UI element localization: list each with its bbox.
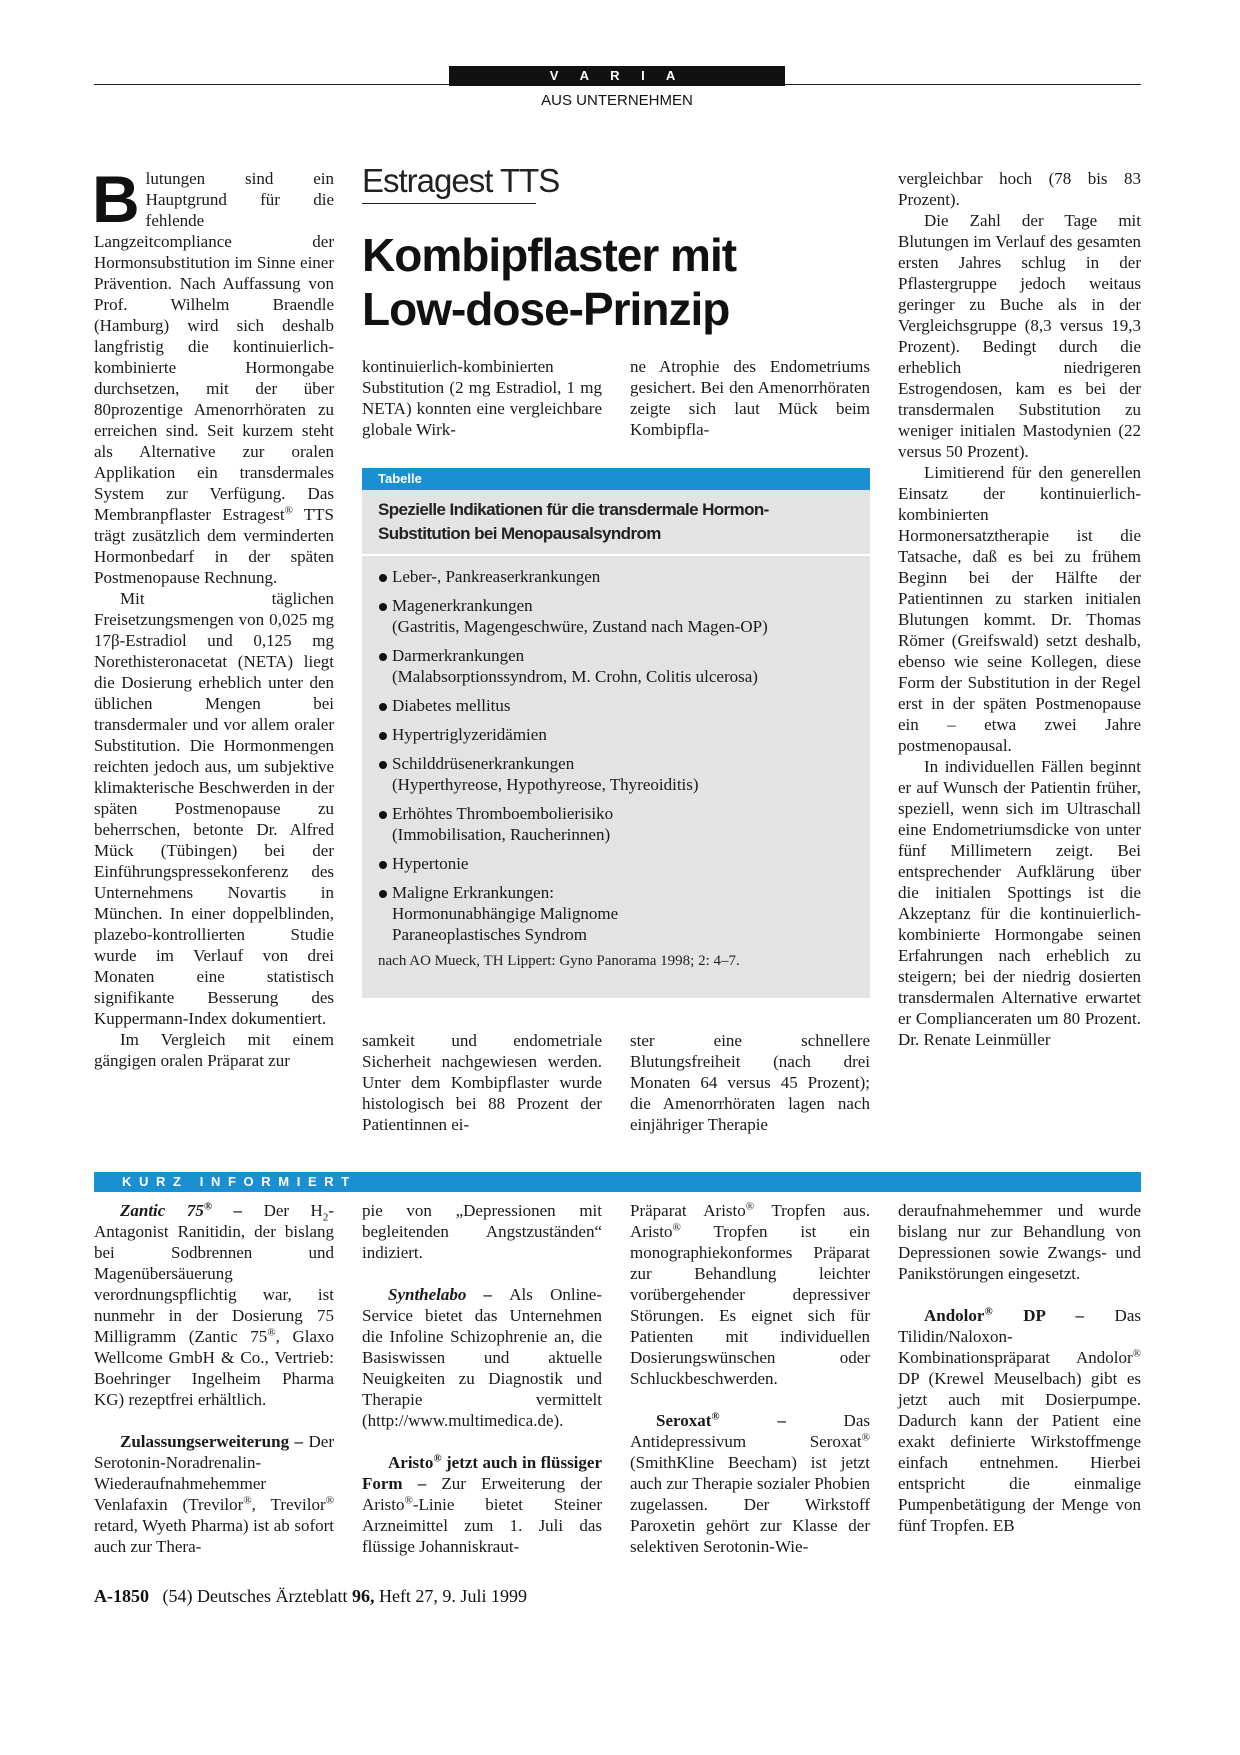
list-item: Erhöhtes Thromboembolierisiko (Immobilisation, Raucherinnen) (378, 803, 856, 845)
page-index: (54) (162, 1586, 193, 1606)
list-item: Leber-, Pankreaserkrankungen (378, 566, 856, 587)
kurz-informiert-label: K U R Z I N F O R M I E R T (122, 1174, 352, 1189)
author: Dr. Renate Leinmüller (898, 1030, 1051, 1049)
journal-issue: Heft 27, 9. Juli 1999 (378, 1586, 527, 1606)
list-item: Diabetes mellitus (378, 695, 856, 716)
drop-cap: B (92, 162, 140, 236)
article-column-2-bottom: samkeit und endometriale Sicherheit nachgewiesen werden. Unter dem Kombipflaster wurde histologisch bei 88 Prozent der Patientinnen ei- (362, 1031, 602, 1134)
section-label: V A R I A (549, 68, 685, 83)
news-seroxat-cont: deraufnahmehemmer und wurde bislang nur zur Behandlung von Depressionen sowie Zwangs- und Panikstörungen eingesetzt. (898, 1201, 1141, 1283)
article-p4-2: Die Zahl der Tage mit Blutungen im Verlauf des gesamten ersten Jahres schlug in der Pflastergruppe jedoch weitaus geringer zu Buche als in der Vergleichsgruppe (8,3 versus 19,3 Prozent). Bedingt durch die erheblich niedrigeren Estrogendosen, kam es bei der transdermalen Substitution zu weniger initialen Mastodynien (22 versus 50 Prozent). (898, 211, 1141, 461)
article-headline: Kombipflaster mit Low-dose-Prinzip (362, 229, 737, 335)
table-label-bar (362, 468, 870, 490)
news-aristo-cont: Präparat Aristo® Tropfen aus. Aristo® Tropfen ist ein monographiekonformes Präparat zur Behandlung leichter vorübergehender depressiver Störungen. Es eignet sich für Patienten mit individuellen Dosierungswünschen oder Schluckbeschwerden. (630, 1200, 870, 1388)
article-p4-4: In individuellen Fällen beginnt er auf Wunsch der Patientin früher, speziell, wenn sich im Ultraschall eine Endometriumsdicke von unter fünf Millimetern zeigt. Bei entsprechender Aufklärung über die initialen Spottings ist die Akzeptanz für die kontinuierlich-kombinierte Hormongabe seinen Erfahrungen nach erheblich zu steigern; bei der niedrig dosierten transdermalen Alternative erwartet er Complianceraten um 80 Prozent. (898, 757, 1141, 1028)
kurz-informiert-bar (94, 1172, 1141, 1192)
news-zulassung: Zulassungserweiterung – Der Serotonin-Noradrenalin-Wiederaufnahmehemmer Venlafaxin (Trevilor®, Trevilor® retard, Wyeth Pharma) ist ab sofort auch zur Thera- (94, 1432, 334, 1556)
list-item: Hypertriglyzeridämien (378, 724, 856, 745)
article-column-3-top: ne Atrophie des Endometriums gesichert. Bei den Amenorrhöraten zeigte sich laut Mück beim Kombipfla- (630, 357, 870, 439)
section-bar (449, 66, 785, 86)
journal-name: Deutsches Ärzteblatt (197, 1586, 348, 1606)
kurz-column-2 (362, 1200, 602, 1557)
article-p2: Mit täglichen Freisetzungsmengen von 0,025 mg 17β-Estradiol und 0,125 mg Norethisteronacetat (NETA) liegt die Dosierung erheblich unter den üblichen Mengen bei transdermaler und vor allem oraler Substitution. Die Hormonmengen reichten jedoch aus, um subjektive klimakterische Beschwerden in der späten Postmenopause zu beherrschen, betonte Dr. Alfred Mück (Tübingen) bei der Einführungspressekonferenz des Unternehmens Novartis in München. In einer doppelblinden, plazebo-kontrollierten Studie wurde im Verlauf von drei Monaten eine statistisch signifikante Besserung des Kuppermann-Index dokumentiert. (94, 589, 334, 1028)
page-footer (94, 1586, 527, 1607)
list-item: Maligne Erkrankungen: Hormonunabhängige Malignome Paraneoplastisches Syndrom (378, 882, 856, 945)
article-column-3-bottom: ster eine schnellere Blutungsfreiheit (nach drei Monaten 64 versus 45 Prozent); die Amenorrhöraten lagen nach einjähriger Therapie (630, 1031, 870, 1134)
table-label: Tabelle (378, 471, 422, 486)
journal-volume: 96, (351, 1586, 375, 1606)
news-author: EB (992, 1516, 1015, 1535)
list-item: Magenerkrankungen (Gastritis, Magengeschwüre, Zustand nach Magen-OP) (378, 595, 856, 637)
article-column-2-top: kontinuierlich-kombinierten Substitution (2 mg Estradiol, 1 mg NETA) konnten eine vergleichbare globale Wirk- (362, 357, 602, 439)
page-number: A-1850 (94, 1586, 149, 1606)
article-p1: lutungen sind ein Hauptgrund für die fehlende Langzeitcompliance der Hormonsubstitution im Sinne einer Prävention. Nach Auffassung von Prof. Wilhelm Braendle (Hamburg) wird sich deshalb langfristig die kontinuierlich-kombinierte Hormongabe durchsetzen, mit der über 80prozentige Amenorrhöraten zu erreichen sind. Seit kurzem steht als Alternative zur oralen Applikation ein transdermales System zur Verfügung. Das Membranpflaster Estragest (94, 169, 334, 524)
news-aristo: Aristo® jetzt auch in flüssiger Form – Zur Erweiterung der Aristo®-Linie bietet Steiner Arzneimittel zum 1. Juli das flüssige Johanniskraut- (362, 1452, 602, 1556)
article-column-1: Blutungen sind ein Hauptgrund für die fehlende Langzeitcompliance der Hormonsubstitution im Sinne einer Prävention. Nach Auffassung von Prof. Wilhelm Braendle (Hamburg) wird sich deshalb langfristig die kontinuierlich-kombinierte Hormongabe durchsetzen, mit der über 80prozentige Amenorrhöraten zu erreichen sind. Seit kurzem steht als Alternative zur oralen Applikation ein transdermales System zur Verfügung. Das Membranpflaster Estragest® TTS trägt zusätzlich dem verminderten Hormonbedarf in der späten Postmenopause Rechnung. Mit täglichen Freisetzungsmengen von 0,025 mg 17β-Estradiol und 0,125 mg Norethisteronacetat (NETA) liegt die Dosierung erheblich unter den üblichen Mengen bei transdermaler und vor allem oraler Substitution. Die Hormonmengen reichten jedoch aus, um subjektive klimakterische Beschwerden in der späten Postmenopause zu beherrschen, betonte Dr. Alfred Mück (Tübingen) bei der Einführungspressekonferenz des Unternehmens Novartis in München. In einer doppelblinden, plazebo-kontrollierten Studie wurde im Verlauf von drei Monaten eine statistisch signifikante Besserung des Kuppermann-Index dokumentiert. Im Vergleich mit einem gängigen oralen Präparat zur (92, 162, 334, 1070)
subsection-label: AUS UNTERNEHMEN (541, 92, 693, 109)
kurz-column-1 (94, 1200, 334, 1557)
article-p4-3: Limitierend für den generellen Einsatz der kontinuierlich-kombinierten Hormonersatztherapie ist die Tatsache, daß es bei zu frühem Beginn bei der Hälfte der Patientinnen zu starken initialen Blutungen kommt. Dr. Thomas Römer (Greifswald) setzt deshalb, ebenso wie seine Kollegen, diese Form der Substitution in der Regel erst in der späten Postmenopause ein – etwa zwei Jahre postmenopausal. (898, 463, 1141, 755)
kurz-column-4 (898, 1200, 1141, 1536)
news-zantic: Zantic 75® – Der $H_2$-Antagonist Ranitidin, der bislang bei Sodbrennen und Magenübersäuerung verordnungspflichtig war, ist nunmehr in der Dosierung 75 Milligramm (Zantic 75®, Glaxo Wellcome GmbH & Co., Vertrieb: Boehringer Ingelheim Pharma KG) rezeptfrei erhältlich. (94, 1200, 334, 1409)
list-item: Darmerkrankungen (Malabsorptionssyndrom, M. Crohn, Colitis ulcerosa) (378, 645, 856, 687)
indication-list (378, 566, 856, 945)
article-p3: Im Vergleich mit einem gängigen oralen Präparat zur (94, 1030, 334, 1070)
table-title: Spezielle Indikationen für die transdermale Hormon-Substitution bei Menopausalsyndrom (362, 490, 870, 556)
table-source: nach AO Mueck, TH Lippert: Gyno Panorama 1998; 2: 4–7. (378, 953, 740, 969)
news-andolor: Andolor® DP – Das Tilidin/Naloxon-Kombinationspräparat Andolor® DP (Krewel Meuselbach) gibt es jetzt auch mit Dosierpumpe. Dadurch kann der Patient eine exakt definierte Wirkstoffmenge einfach entnehmen. Hierbei entspricht die einmalige Pumpenbetätigung der Menge von fünf Tropfen. EB (898, 1305, 1141, 1535)
overline-rule (362, 203, 536, 204)
news-synthelabo: Synthelabo – Als Online-Service bietet das Unternehmen die Infoline Schizophrenie an, die Basiswissen und aktuelle Neuigkeiten zu Diagnostik und Therapie vermittelt (http://www.multimedica.de). (362, 1285, 603, 1430)
indication-table (362, 468, 870, 998)
kurz-column-3 (630, 1200, 870, 1557)
article-p4-1: vergleichbar hoch (78 bis 83 Prozent). (898, 169, 1141, 209)
list-item: Hypertonie (378, 853, 856, 874)
article-column-4 (898, 168, 1141, 1050)
news-seroxat: Seroxat® – Das Antidepressivum Seroxat® (SmithKline Beecham) ist jetzt auch zur Therapie sozialer Phobien zugelassen. Der Wirkstoff Paroxetin gehört zur Klasse der selektiven Serotonin-Wie- (630, 1410, 870, 1556)
news-zulassung-cont: pie von „Depressionen mit begleitenden Angstzuständen“ indiziert. (362, 1201, 602, 1262)
article-overline: Estragest TTS (362, 162, 560, 199)
list-item: Schilddrüsenerkrankungen (Hyperthyreose, Hypothyreose, Thyreoiditis) (378, 753, 856, 795)
